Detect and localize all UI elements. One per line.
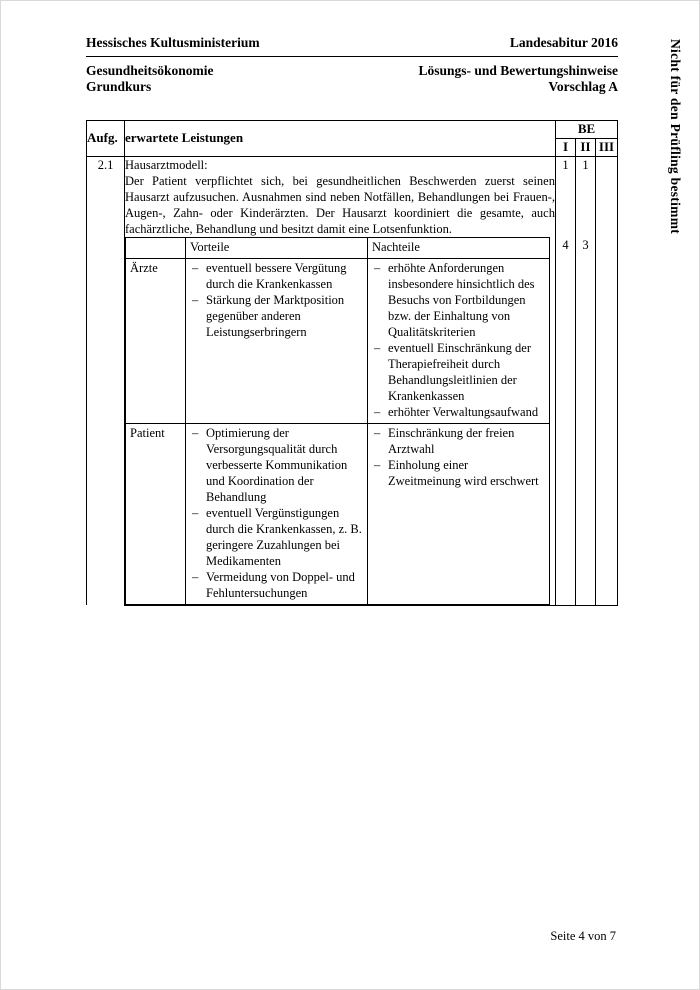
proposal-label: Vorschlag A <box>548 79 618 94</box>
task-title: Hausarztmodell: <box>125 157 208 172</box>
col-header-be-i: I <box>555 138 575 156</box>
list-item-text: Einholung einer Zweitmeinung wird erschwert <box>388 457 539 488</box>
pros-cons-table <box>125 237 550 605</box>
row-label-patient: Patient <box>126 423 186 604</box>
be-iii-intro <box>595 156 617 237</box>
list-item <box>190 260 362 292</box>
patient-vorteile-cell <box>186 423 368 604</box>
task-table-cell <box>125 237 556 606</box>
task-row-intro <box>87 156 618 237</box>
aerzte-vorteile-cell <box>186 258 368 423</box>
row-label-aerzte: Ärzte <box>126 258 186 423</box>
inner-header-empty <box>126 237 186 258</box>
table-header-row-1 <box>87 121 618 139</box>
be-iii-table <box>595 237 617 606</box>
col-header-be-iii: III <box>595 138 617 156</box>
list-item-text: eventuell Einschränkung der Therapiefreiheit durch Behandlungsleitlinien der Krankenkassen <box>388 340 532 403</box>
header-row-subject <box>86 63 618 79</box>
be-ii-table: 3 <box>575 237 595 606</box>
list-item-text: erhöhte Anforderungen insbesondere hinsichtlich des Besuchs von Fortbildungen bzw. der Einhaltung von Qualitätskriterien <box>388 260 535 339</box>
list-item-text: eventuell bessere Vergütung durch die Krankenkassen <box>206 260 347 291</box>
inner-header-nachteile: Nachteile <box>368 237 550 258</box>
course-level: Grundkurs <box>86 79 152 94</box>
list-item <box>372 260 544 340</box>
list-item <box>190 292 362 340</box>
header-divider <box>86 56 618 57</box>
list-item-text: Optimierung der Versorgungsqualität durch verbesserte Kommunikation und Koordination der Behandlung <box>206 425 348 504</box>
header-row-course <box>86 79 618 95</box>
abitur-title: Landesabitur 2016 <box>509 35 618 50</box>
list-item-text: erhöhter Verwaltungsaufwand <box>388 404 539 419</box>
task-description: Der Patient verpflichtet sich, bei gesundheitlichen Beschwerden zuerst seinen Hausarzt aufzusuchen. Ausnahmen sind neben Notfällen, Behandlungen bei Frauen-, Augen-, Zahn- oder Kinderärzten. Der Hausarzt koordiniert die gesamte, auch fachärztliche, Behandlung und besitzt damit eine Lotsenfunktion. <box>125 173 555 236</box>
page-number: Seite 4 von 7 <box>550 929 616 943</box>
document-body <box>86 35 618 606</box>
list-item <box>190 569 362 601</box>
col-header-be-ii: II <box>575 138 595 156</box>
list-item <box>190 505 362 569</box>
patient-nachteile-cell <box>368 423 550 604</box>
list-item <box>372 340 544 404</box>
list-item <box>190 425 362 505</box>
list-item-text: Einschränkung der freien Arztwahl <box>388 425 515 456</box>
be-ii-intro: 1 <box>575 156 595 237</box>
inner-row-patient <box>126 423 550 604</box>
list-item <box>372 457 544 489</box>
col-header-leistungen: erwartete Leistungen <box>125 121 556 157</box>
inner-header-row <box>126 237 550 258</box>
be-i-table: 4 <box>555 237 575 606</box>
ministry-title: Hessisches Kultusministerium <box>86 35 260 50</box>
list-item-text: eventuell Vergünstigungen durch die Krankenkassen, z. B. geringere Zuzahlungen bei Medikamenten <box>206 505 362 568</box>
inner-row-aerzte <box>126 258 550 423</box>
list-item-text: Stärkung der Marktposition gegenüber anderen Leistungserbringern <box>206 292 345 339</box>
header-row-top <box>86 35 618 51</box>
col-header-aufg: Aufg. <box>87 121 125 157</box>
margin-stamp: Nicht für den Prüfling bestimmt <box>668 39 683 235</box>
grading-table <box>86 120 618 606</box>
task-row-table <box>87 237 618 606</box>
doc-type-title: Lösungs- und Bewertungshinweise <box>418 63 618 78</box>
be-i-intro: 1 <box>555 156 575 237</box>
list-item <box>372 404 544 420</box>
task-number: 2.1 <box>87 156 125 605</box>
list-item <box>372 425 544 457</box>
aerzte-nachteile-cell <box>368 258 550 423</box>
list-item-text: Vermeidung von Doppel- und Fehluntersuchungen <box>206 569 355 600</box>
task-intro-cell <box>125 156 556 237</box>
col-header-be: BE <box>555 121 617 139</box>
subject-title: Gesundheitsökonomie <box>86 63 214 78</box>
inner-header-vorteile: Vorteile <box>186 237 368 258</box>
